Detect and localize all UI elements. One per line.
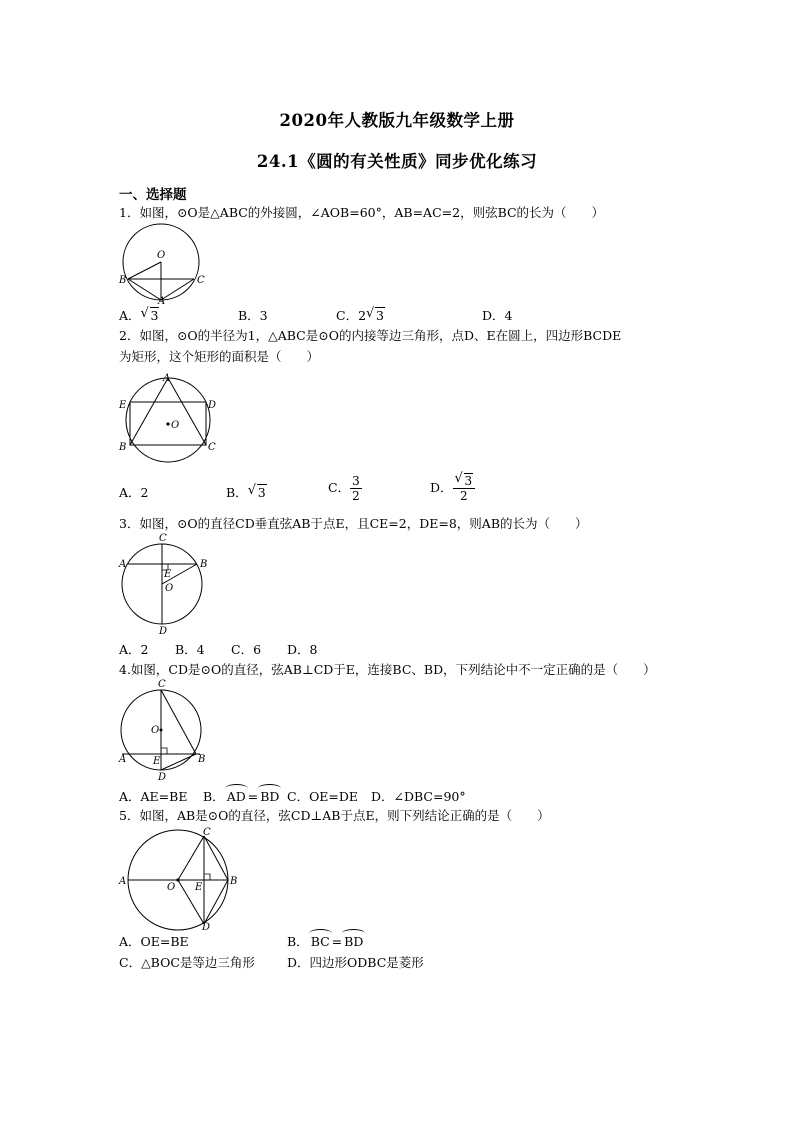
q2-option-a: A．2: [119, 485, 149, 500]
q2-option-c-prefix: C．: [328, 480, 351, 495]
q4-option-b: [203, 787, 281, 805]
fig5-label-o: O: [167, 882, 176, 893]
question-5-text: 5．如图，AB是⊙O的直径，弦CD⊥AB于点E，则下列结论正确的是（ ）: [119, 808, 550, 823]
fig5-label-e: E: [195, 882, 203, 893]
equals-sign: =: [331, 934, 343, 949]
q4-option-c: C．OE=DE: [287, 789, 359, 804]
q2-option-d-numerator: 3: [464, 474, 473, 488]
fig2-label-b: B: [119, 442, 127, 453]
q4-option-d: D．∠DBC=90°: [371, 789, 466, 804]
q2-option-b-prefix: B．: [226, 485, 248, 500]
fig3-label-b: B: [200, 559, 208, 570]
fig5-label-b: B: [230, 876, 238, 887]
question-1-text: 1．如图，⊙O是△ABC的外接圆，∠AOB=60°，AB=AC=2，则弦BC的长为（ ）: [119, 205, 605, 220]
q5-option-c: C．△BOC是等边三角形: [119, 955, 255, 970]
q2-option-d-prefix: D．: [430, 480, 453, 495]
fig2-label-e: E: [119, 400, 127, 411]
fig5-label-a: A: [119, 876, 127, 887]
document-title: 2020年人教版九年级数学上册: [279, 111, 515, 130]
question-2-line-2: 为矩形，这个矩形的面积是（ ）: [119, 349, 320, 364]
fig4-label-o: O: [151, 725, 160, 736]
fig1-label-o: O: [157, 250, 166, 261]
question-3-figure: [118, 530, 210, 638]
fig4-label-e: E: [153, 756, 161, 767]
q4-option-b-prefix: B．: [203, 789, 225, 804]
q3-option-b: B．4: [175, 642, 205, 657]
q1-option-d: D．4: [482, 308, 513, 323]
arc-ad: AD: [226, 789, 246, 804]
q2-option-d: [430, 471, 475, 503]
sqrt-symbol: √ 3: [454, 471, 473, 488]
q1-option-a-value: 3: [150, 308, 159, 323]
q5-option-a: A．OE=BE: [119, 934, 189, 949]
fig3-label-e: E: [164, 569, 172, 580]
fraction: [350, 474, 362, 503]
q3-option-c: C．6: [231, 642, 262, 657]
q1-option-b: B．3: [238, 308, 268, 323]
q5-option-b: [287, 932, 365, 950]
fig2-label-d: D: [208, 400, 217, 411]
q4-option-a: A．AE=BE: [119, 789, 188, 804]
q1-option-c: [336, 306, 385, 324]
q1-option-a: [119, 306, 159, 324]
fig3-label-o: O: [165, 583, 174, 594]
q2-option-c: [328, 474, 362, 503]
fraction: [453, 471, 476, 503]
equals-sign: =: [247, 789, 259, 804]
fig1-label-a: A: [158, 296, 166, 307]
fig3-label-c: C: [159, 533, 167, 544]
q5-option-b-prefix: B．: [287, 934, 309, 949]
section-heading: 一、选择题: [119, 187, 187, 203]
question-2-line-1: 2．如图，⊙O的半径为1，△ABC是⊙O的内接等边三角形，点D、E在圆上，四边形BCDE: [119, 328, 622, 343]
question-5-figure: [118, 826, 238, 933]
fig5-label-c: C: [203, 827, 211, 838]
fig2-label-c: C: [208, 442, 216, 453]
arc-bd: BD: [344, 934, 364, 949]
fig4-label-a: A: [119, 754, 127, 765]
fig3-label-d: D: [159, 626, 168, 637]
question-2-figure: [118, 372, 218, 466]
question-4-text: 4.如图，CD是⊙O的直径，弦AB⊥CD于E，连接BC、BD，下列结论中不一定正确的是（ ）: [119, 662, 656, 677]
q3-option-d: D．8: [287, 642, 318, 657]
arc-bc: BC: [310, 934, 330, 949]
q2-option-b: [226, 483, 267, 501]
fig2-label-o: O: [171, 420, 180, 431]
q1-option-a-prefix: A．: [119, 308, 141, 323]
q2-option-c-numerator: 3: [352, 474, 360, 488]
fig2-label-a: A: [163, 373, 171, 384]
arc-bd: BD: [260, 789, 280, 804]
fig4-label-b: B: [198, 754, 206, 765]
q1-option-c-prefix: C．2: [336, 308, 367, 323]
q2-option-d-denominator: 2: [460, 489, 468, 503]
fig4-label-c: C: [158, 679, 166, 690]
fig3-label-a: A: [119, 559, 127, 570]
question-1-figure: [118, 222, 208, 307]
q3-option-a: A．2: [119, 642, 149, 657]
question-4-figure: [118, 678, 210, 784]
q2-option-c-denominator: 2: [352, 489, 360, 503]
fig4-label-d: D: [158, 772, 167, 783]
sqrt-symbol: √ 3: [140, 306, 159, 323]
question-3-text: 3．如图，⊙O的直径CD垂直弦AB于点E，且CE=2，DE=8，则AB的长为（ ）: [119, 516, 588, 531]
sqrt-symbol: √ 3: [247, 483, 266, 500]
document-subtitle: 24.1《圆的有关性质》同步优化练习: [256, 152, 538, 171]
q1-option-c-value: 3: [376, 308, 384, 323]
fig1-label-b: B: [119, 275, 127, 286]
fig5-label-d: D: [202, 922, 211, 933]
sqrt-symbol: √ 3: [366, 306, 384, 323]
q2-option-b-value: 3: [257, 485, 266, 500]
fig1-label-c: C: [197, 275, 205, 286]
q5-option-d: D．四边形ODBC是菱形: [287, 955, 424, 970]
